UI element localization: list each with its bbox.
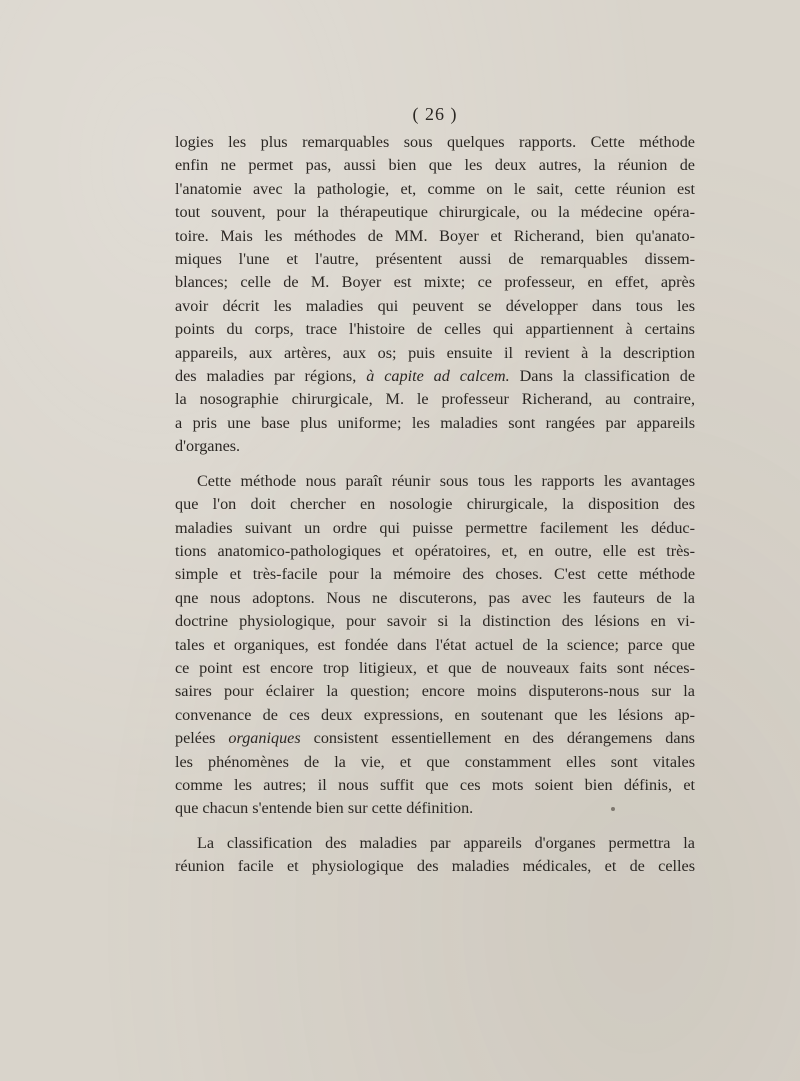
text-line: a pris une base plus uniforme; les maladies sont rangées par appareils bbox=[175, 413, 695, 432]
text-line: enfin ne permet pas, aussi bien que les deux autres, la réunion de bbox=[175, 156, 695, 175]
text-line: simple et très-facile pour la mémoire des choses. C'est cette méthode bbox=[175, 565, 695, 584]
text-line: avoir décrit les maladies qui peuvent se développer dans tous les bbox=[175, 296, 695, 315]
text-line: des maladies par régions, à capite ad calcem. Dans la classification de bbox=[175, 367, 695, 386]
text-line: d'organes. bbox=[175, 437, 241, 456]
paragraph-1 bbox=[175, 131, 695, 459]
text-line: que chacun s'entende bien sur cette définition. bbox=[175, 799, 474, 818]
text-line: points du corps, trace l'histoire de celles qui appartiennent à certains bbox=[175, 320, 695, 339]
text-line: la nosographie chirurgicale, M. le professeur Richerand, au contraire, bbox=[175, 390, 695, 409]
text-line: que l'on doit chercher en nosologie chirurgicale, la disposition des bbox=[175, 495, 695, 514]
text-line: tout souvent, pour la thérapeutique chirurgicale, ou la médecine opéra- bbox=[175, 203, 695, 222]
italic-text: à capite ad calcem. bbox=[366, 367, 510, 386]
page-number: ( 26 ) bbox=[412, 104, 458, 124]
text-line: saires pour éclairer la question; encore moins disputerons-nous sur la bbox=[175, 682, 695, 701]
ink-spot bbox=[611, 807, 615, 811]
paragraph-3 bbox=[175, 832, 695, 879]
text-line: miques l'une et l'autre, présentent aussi de remarquables dissem- bbox=[175, 250, 695, 269]
text-line: convenance de ces deux expressions, en soutenant que les lésions ap- bbox=[175, 705, 695, 724]
text-line: réunion facile et physiologique des maladies médicales, et de celles bbox=[175, 857, 695, 876]
text-line: toire. Mais les méthodes de MM. Boyer et Richerand, bien qu'anato- bbox=[175, 226, 695, 245]
text-line: Cette méthode nous paraît réunir sous tous les rapports les avantages bbox=[197, 471, 695, 490]
text-line: pelées organiques consistent essentiellement en des dérangemens dans bbox=[175, 729, 695, 748]
text-line: l'anatomie avec la pathologie, et, comme on le sait, cette réunion est bbox=[175, 179, 695, 198]
text-line: doctrine physiologique, pour savoir si la distinction des lésions en vi- bbox=[175, 612, 695, 631]
text-line: blances; celle de M. Boyer est mixte; ce professeur, en effet, après bbox=[175, 273, 695, 292]
body-text bbox=[175, 131, 695, 879]
text-line: les phénomènes de la vie, et que constamment elles sont vitales bbox=[175, 752, 695, 771]
text-line: logies les plus remarquables sous quelques rapports. Cette méthode bbox=[175, 133, 695, 151]
text-line: qne nous adoptons. Nous ne discuterons, pas avec les fauteurs de la bbox=[175, 588, 695, 607]
text-line: La classification des maladies par appareils d'organes permettra la bbox=[197, 833, 695, 852]
italic-text: organiques bbox=[228, 729, 301, 748]
text-line: maladies suivant un ordre qui puisse permettre facilement les déduc- bbox=[175, 518, 695, 537]
text-line: comme les autres; il nous suffit que ces mots soient bien définis, et bbox=[175, 775, 695, 794]
paragraph-2 bbox=[175, 470, 695, 821]
text-line: appareils, aux artères, aux os; puis ensuite il revient à la description bbox=[175, 343, 695, 362]
text-line: tales et organiques, est fondée dans l'état actuel de la science; parce que bbox=[175, 635, 695, 654]
text-line: tions anatomico-pathologiques et opératoires, et, en outre, elle est très- bbox=[175, 541, 695, 560]
text-line: ce point est encore trop litigieux, et que de nouveaux faits sont néces- bbox=[175, 658, 695, 677]
